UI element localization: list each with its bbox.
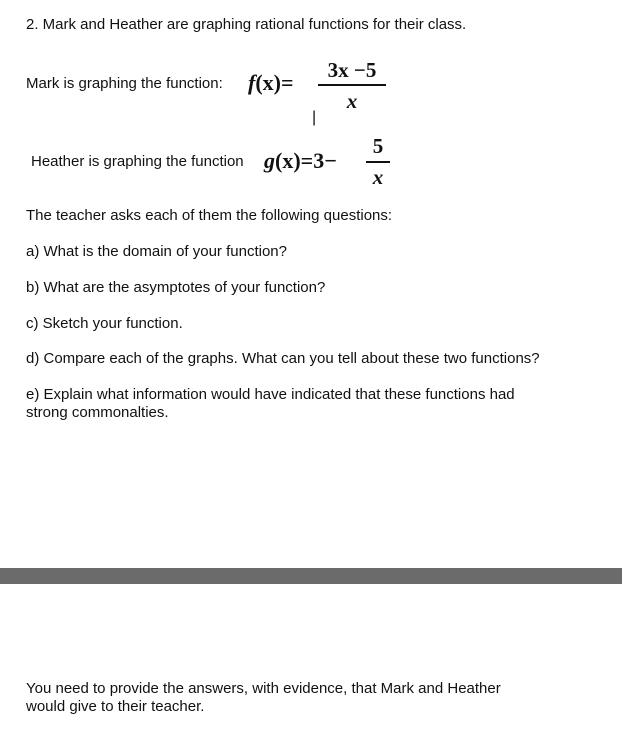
footer-line-2: would give to their teacher. (26, 698, 205, 715)
heather-function-name: g (264, 148, 275, 173)
intro-text: The teacher asks each of them the following questions: (26, 207, 393, 224)
cursor-mark: | (312, 109, 317, 126)
footer-line-1: You need to provide the answers, with evidence, that Mark and Heather (26, 680, 501, 697)
heather-denominator: x (372, 165, 384, 189)
mark-label: Mark is graphing the function: (26, 75, 223, 92)
mark-denominator: x (346, 89, 358, 113)
question-e: e) Explain what information would have indicated that these functions had (26, 386, 515, 403)
mark-function-arg: (x) (255, 70, 281, 95)
mark-function-name: f (248, 70, 256, 95)
heather-function-arg: (x) (275, 148, 301, 173)
question-title: 2. Mark and Heather are graphing rational functions for their class. (26, 16, 467, 33)
question-b: b) What are the asymptotes of your function? (26, 279, 326, 296)
section-divider (0, 568, 622, 584)
mark-fraction-bar (318, 84, 386, 86)
mark-function (248, 70, 294, 96)
question-c: c) Sketch your function. (26, 315, 183, 332)
heather-function (264, 148, 337, 174)
heather-label: Heather is graphing the function (31, 153, 244, 170)
heather-fraction-bar (366, 161, 390, 163)
question-a: a) What is the domain of your function? (26, 243, 287, 260)
question-e-continued: strong commonalties. (26, 404, 169, 421)
heather-numerator: 5 (372, 134, 384, 158)
mark-equals: = (280, 70, 294, 95)
question-d: d) Compare each of the graphs. What can you tell about these two functions? (26, 350, 540, 367)
heather-rhs-prefix: =3− (300, 148, 337, 173)
mark-numerator: 3x −5 (327, 58, 377, 82)
